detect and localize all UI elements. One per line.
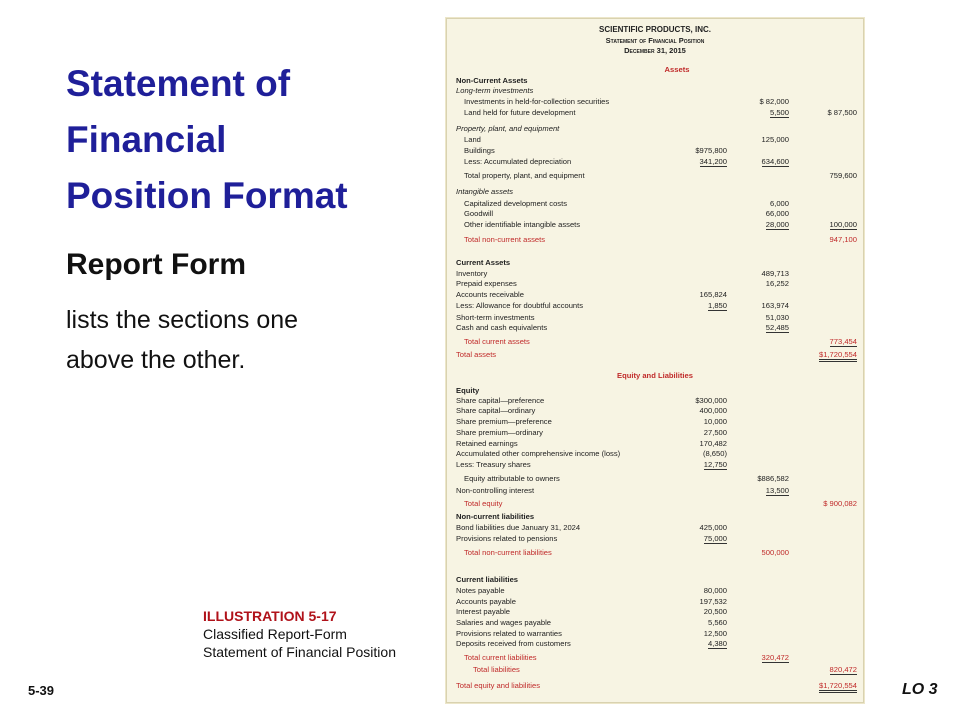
row-label: Land (464, 135, 481, 144)
row-amount-c2 (729, 474, 789, 483)
row-label: Total non-current liabilities (464, 548, 552, 557)
row-amount-c2 (729, 97, 789, 106)
financial-statement-image (446, 18, 864, 703)
row-amount-value: 20,500 (703, 607, 727, 616)
row-label: Buildings (464, 146, 495, 155)
row-amount-value: 125,000 (761, 135, 789, 144)
row-label: Investments in held-for-collection securities (464, 97, 610, 106)
body-line-1: lists the sections one (66, 306, 299, 334)
statement-section-heading: Equity and Liabilities (617, 371, 693, 380)
row-label: Salaries and wages payable (456, 618, 551, 627)
statement-date: December 31, 2015 (624, 46, 686, 55)
title-line-3: Position Format (66, 175, 348, 216)
row-label: Total assets (456, 350, 497, 359)
row-label: Share premium—ordinary (456, 428, 543, 437)
statement-row (447, 220, 863, 231)
learning-objective: LO 3 (902, 681, 938, 698)
row-amount-c3 (797, 350, 857, 359)
row-amount-value: 75,000 (703, 534, 727, 543)
row-label: Bond liabilities due January 31, 2024 (456, 523, 581, 532)
row-amount-c1 (667, 146, 727, 155)
statement-row (447, 653, 863, 664)
statement-row (447, 586, 863, 597)
row-amount-c1 (667, 523, 727, 532)
row-amount-c1 (667, 629, 727, 638)
statement-row (447, 97, 863, 108)
row-amount-value: 500,000 (761, 548, 789, 557)
row-label: Total equity (464, 499, 503, 508)
row-amount-value: 947,100 (829, 235, 857, 244)
row-label: Prepaid expenses (456, 279, 517, 288)
row-amount-value: 16,252 (765, 279, 789, 288)
row-label: Goodwill (464, 209, 494, 218)
row-amount-value: 12,750 (703, 460, 727, 469)
row-amount-value: 170,482 (699, 439, 727, 448)
row-label: Total current liabilities (464, 653, 537, 662)
row-label: Provisions related to warranties (456, 629, 562, 638)
row-amount-value: 10,000 (703, 417, 727, 426)
row-label: Total liabilities (473, 665, 520, 674)
row-amount-c1 (667, 586, 727, 595)
row-amount-value: 341,200 (699, 157, 727, 166)
statement-row (447, 350, 863, 361)
row-label: Current Assets (456, 258, 511, 267)
row-label: Short-term investments (456, 313, 535, 322)
illustration-caption (203, 607, 396, 661)
row-label: Retained earnings (456, 439, 518, 448)
row-amount-value: $1,720,554 (819, 350, 857, 362)
row-amount-c2 (729, 269, 789, 278)
row-amount-c3 (797, 220, 857, 229)
row-amount-c1 (667, 534, 727, 543)
row-label: Accounts payable (456, 597, 516, 606)
statement-row (447, 512, 863, 523)
row-amount-value: $1,720,554 (819, 681, 857, 693)
row-amount-c2 (729, 135, 789, 144)
statement-row (447, 171, 863, 182)
row-label: Less: Treasury shares (456, 460, 531, 469)
row-amount-value: (8,650) (702, 449, 727, 458)
row-label: Share capital—preference (456, 396, 545, 405)
row-amount-c1 (667, 417, 727, 426)
statement-row (447, 290, 863, 301)
row-amount-c2 (729, 301, 789, 310)
row-amount-value: 13,500 (765, 486, 789, 495)
row-amount-c2 (729, 199, 789, 208)
row-amount-c1 (667, 290, 727, 299)
row-amount-c2 (729, 323, 789, 332)
body-text (66, 300, 386, 380)
statement-row (447, 449, 863, 460)
row-label: Non-controlling interest (456, 486, 535, 495)
row-label: Property, plant, and equipment (456, 124, 560, 133)
row-label: Interest payable (456, 607, 511, 616)
row-amount-value: $ 900,082 (823, 499, 857, 508)
row-amount-c2 (729, 209, 789, 218)
title-line-1: Statement of (66, 63, 291, 104)
statement-section-heading: Assets (664, 65, 690, 74)
row-label: Provisions related to pensions (456, 534, 558, 543)
row-amount-c3 (797, 665, 857, 674)
row-label: Notes payable (456, 586, 505, 595)
row-amount-value: 197,532 (699, 597, 727, 606)
statement-row (447, 534, 863, 545)
statement-row (447, 406, 863, 417)
statement-company: SCIENTIFIC PRODUCTS, INC. (598, 25, 711, 34)
row-amount-value: 634,600 (761, 157, 789, 166)
row-amount-c2 (729, 108, 789, 117)
statement-row (447, 86, 863, 97)
row-amount-c2 (729, 486, 789, 495)
row-label: Capitalized development costs (464, 199, 567, 208)
statement-row (447, 279, 863, 290)
row-label: Accumulated other comprehensive income (loss) (456, 449, 621, 458)
row-amount-value: $975,800 (695, 146, 727, 155)
row-amount-c3 (797, 235, 857, 244)
row-label: Inventory (456, 269, 488, 278)
statement-row (447, 417, 863, 428)
statement-row (447, 235, 863, 246)
statement-row (447, 428, 863, 439)
statement-row (447, 486, 863, 497)
row-label: Total current assets (464, 337, 530, 346)
row-label: Cash and cash equivalents (456, 323, 548, 332)
row-amount-value: 6,000 (769, 199, 789, 208)
sub-heading: Report Form (66, 248, 246, 281)
row-amount-value: 400,000 (699, 406, 727, 415)
row-label: Non-current liabilities (456, 512, 535, 521)
row-amount-c2 (729, 653, 789, 662)
statement-row (447, 258, 863, 269)
statement-row (447, 301, 863, 312)
row-amount-value: 28,000 (765, 220, 789, 229)
row-amount-c2 (729, 313, 789, 322)
row-label: Share premium—preference (456, 417, 552, 426)
statement-row (447, 607, 863, 618)
row-amount-value: 66,000 (765, 209, 789, 218)
statement-row (447, 523, 863, 534)
statement-row (447, 575, 863, 586)
row-amount-value: 165,824 (699, 290, 727, 299)
row-amount-value: 51,030 (765, 313, 789, 322)
statement-row (447, 337, 863, 348)
row-amount-value: 1,850 (707, 301, 727, 310)
row-amount-c2 (729, 157, 789, 166)
statement-row (447, 499, 863, 510)
row-label: Other identifiable intangible assets (464, 220, 581, 229)
row-amount-c3 (797, 171, 857, 180)
row-amount-value: 773,454 (829, 337, 857, 346)
statement-row (447, 209, 863, 220)
caption-line-2: Statement of Financial Position (203, 644, 396, 660)
statement-row (447, 460, 863, 471)
row-label: Equity attributable to owners (464, 474, 560, 483)
row-label: Equity (456, 386, 480, 395)
statement-name: Statement of Financial Position (605, 36, 705, 45)
row-amount-value: 320,472 (761, 653, 789, 662)
statement-row (447, 187, 863, 198)
caption-line-1: Classified Report-Form (203, 626, 347, 642)
row-label: Less: Accumulated depreciation (464, 157, 572, 166)
row-amount-c1 (667, 449, 727, 458)
body-line-2: above the other. (66, 346, 246, 374)
row-amount-value: 489,713 (761, 269, 789, 278)
statement-row (447, 474, 863, 485)
row-amount-c1 (667, 428, 727, 437)
statement-row (447, 665, 863, 676)
row-label: Total non-current assets (464, 235, 546, 244)
title-line-2: Financial (66, 119, 227, 160)
slide-title (66, 56, 426, 224)
statement-row (447, 618, 863, 629)
row-amount-c3 (797, 499, 857, 508)
row-label: Long-term investments (456, 86, 534, 95)
row-amount-c1 (667, 157, 727, 166)
row-label: Accounts receivable (456, 290, 524, 299)
row-amount-c1 (667, 639, 727, 648)
row-label: Non-Current Assets (456, 76, 528, 85)
row-amount-c1 (667, 301, 727, 310)
row-label: Total equity and liabilities (456, 681, 541, 690)
row-amount-c1 (667, 396, 727, 405)
row-label: Deposits received from customers (456, 639, 571, 648)
row-amount-c1 (667, 597, 727, 606)
statement-row (447, 548, 863, 559)
row-label: Land held for future development (464, 108, 576, 117)
row-amount-c2 (729, 548, 789, 557)
statement-row (447, 124, 863, 135)
row-amount-c1 (667, 406, 727, 415)
statement-row (447, 146, 863, 157)
row-amount-value: 100,000 (829, 220, 857, 229)
row-amount-value: 5,500 (769, 108, 789, 117)
caption-title: ILLUSTRATION 5-17 (203, 608, 337, 624)
row-amount-value: 12,500 (703, 629, 727, 638)
row-amount-c3 (797, 108, 857, 117)
row-amount-value: 4,380 (707, 639, 727, 648)
row-amount-c1 (667, 618, 727, 627)
row-amount-c1 (667, 607, 727, 616)
statement-row (447, 681, 863, 692)
row-amount-value: 820,472 (829, 665, 857, 674)
statement-row (447, 135, 863, 146)
row-amount-c2 (729, 220, 789, 229)
row-amount-c3 (797, 681, 857, 690)
row-label: Intangible assets (456, 187, 513, 196)
row-label: Share capital—ordinary (456, 406, 536, 415)
statement-row (447, 157, 863, 168)
row-amount-c1 (667, 460, 727, 469)
row-amount-c1 (667, 439, 727, 448)
row-amount-value: $886,582 (757, 474, 789, 483)
row-amount-value: $300,000 (695, 396, 727, 405)
row-amount-value: 52,485 (765, 323, 789, 332)
row-amount-value: $ 87,500 (827, 108, 857, 117)
statement-row (447, 639, 863, 650)
row-amount-value: 163,974 (761, 301, 789, 310)
row-label: Less: Allowance for doubtful accounts (456, 301, 584, 310)
row-amount-c3 (797, 337, 857, 346)
row-label: Current liabilities (456, 575, 519, 584)
row-amount-value: 80,000 (703, 586, 727, 595)
row-amount-value: 27,500 (703, 428, 727, 437)
row-amount-c2 (729, 279, 789, 288)
row-label: Total property, plant, and equipment (464, 171, 585, 180)
row-amount-value: 425,000 (699, 523, 727, 532)
statement-row (447, 323, 863, 334)
row-amount-value: 5,560 (707, 618, 727, 627)
statement-row (447, 108, 863, 119)
row-amount-value: $ 82,000 (759, 97, 789, 106)
page-number: 5-39 (28, 683, 55, 698)
row-amount-value: 759,600 (829, 171, 857, 180)
